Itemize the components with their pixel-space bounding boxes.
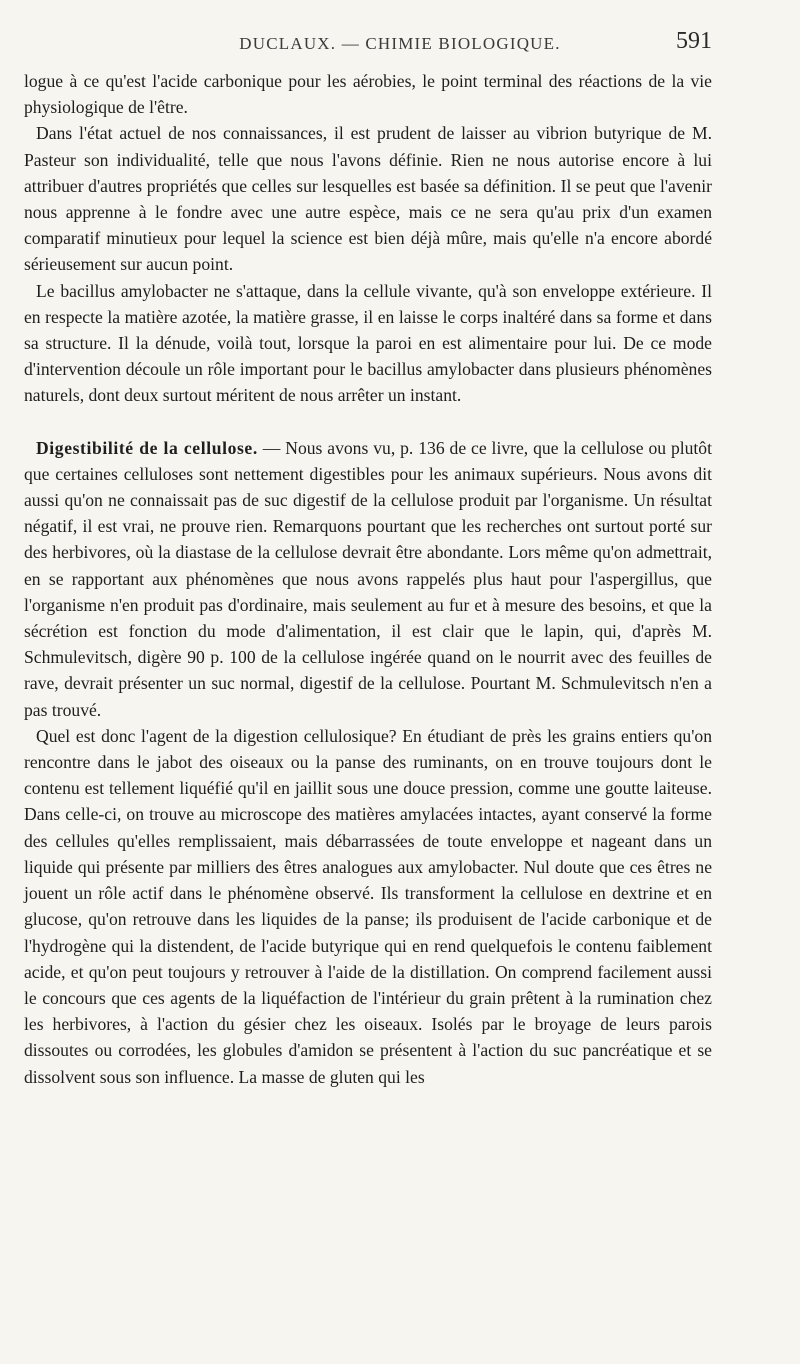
page-header [0,28,800,58]
section-digestibilite [24,435,712,723]
body-text [24,68,712,1090]
running-head: DUCLAUX. — CHIMIE BIOLOGIQUE. [239,34,561,53]
paragraph-bacillus-amylobacter: Le bacillus amylobacter ne s'attaque, dans la cellule vivante, qu'à son enveloppe extérieure. Il en respecte la matière azotée, la matière grasse, il en laisse le corps inaltéré dans sa forme et dans sa structure. Il la dénude, voilà tout, lorsque la paroi en est alimentaire pour lui. De ce mode d'intervention découle un rôle important pour le bacillus amylobacter dans plusieurs phénomènes naturels, dont deux surtout méritent de nous arrêter un instant. [24,280,712,406]
paragraph-continuation: logue à ce qu'est l'acide carbonique pour les aérobies, le point terminal des réactions de la vie physiologique de l'être. [24,71,712,118]
section-text: — Nous avons vu, p. 136 de ce livre, que la cellulose ou plutôt que certaines celluloses sont nettement digestibles pour les animaux supérieurs. Nous avons dit aussi qu'on ne connaissait pas de suc digestif de la cellulose produit par l'organisme. Un résultat négatif, il est vrai, ne prouve rien. Remarquons pourtant que les recherches ont surtout porté sur des herbivores, où la diastase de la cellulose devrait être abondante. Lors même qu'on admettrait, en se rapportant aux phénomènes que nous avons rappelés plus haut pour l'aspergillus, que l'organisme n'en produit pas d'ordinaire, mais seulement au fur et à mesure des besoins, et que la sécrétion est fonction du mode d'alimentation, il est clair que le lapin, qui, d'après M. Schmulevitsch, digère 90 p. 100 de la cellulose ingérée quand on le nourrit avec des feuilles de rave, devrait présenter un suc normal, digestif de la cellulose. Pourtant M. Schmulevitsch n'en a pas trouvé. [24,437,712,720]
paragraph-vibrion-butyrique: Dans l'état actuel de nos connaissances, il est prudent de laisser au vibrion butyrique de M. Pasteur son individualité, telle que nous l'avons définie. Rien ne nous autorise encore à lui attribuer d'autres propriétés que celles sur lesquelles est basée sa définition. Il se peut que l'avenir nous apprenne à le fondre avec une autre espèce, mais ce ne sera qu'au prix d'un examen comparatif minutieux pour lequel la science est bien déjà mûre, mais qu'elle n'a encore abordé sérieusement sur aucun point. [24,123,712,275]
section-heading: Digestibilité de la cellulose. [36,437,258,458]
page-number: 591 [676,28,712,54]
paragraph-agent-digestion: Quel est donc l'agent de la digestion cellulosique? En étudiant de près les grains entiers qu'on rencontre dans le jabot des oiseaux ou la panse des ruminants, on en trouve toujours dont le contenu est tellement liquéfié qu'il en jaillit sous une douce pression, comme une goutte laiteuse. Dans celle-ci, on trouve au microscope des matières amylacées intactes, ayant conservé la forme des cellules qu'elles remplissaient, mais débarrassées de toute enveloppe et nageant dans un liquide qui présente par milliers des êtres analogues aux amylobacter. Nul doute que ces êtres ne jouent un rôle actif dans le phénomène observé. Ils transforment la cellulose en dextrine et en glucose, qu'on retrouve dans les liquides de la panse; ils produisent de l'acide carbonique et de l'hydrogène qui la distendent, de l'acide butyrique qui en rend quelquefois le contenu faiblement acide, et qu'on peut toujours y retrouver à l'aide de la distillation. On comprend facilement aussi le concours que ces agents de la liquéfaction de l'intérieur du grain prêtent à la rumination chez les herbivores, à l'action du gésier chez les oiseaux. Isolés par le broyage de leurs parois dissoutes ou corrodées, les globules d'amidon se présentent à l'action du suc pancréatique et se dissolvent sous son influence. La masse de gluten qui les [24,725,712,1087]
